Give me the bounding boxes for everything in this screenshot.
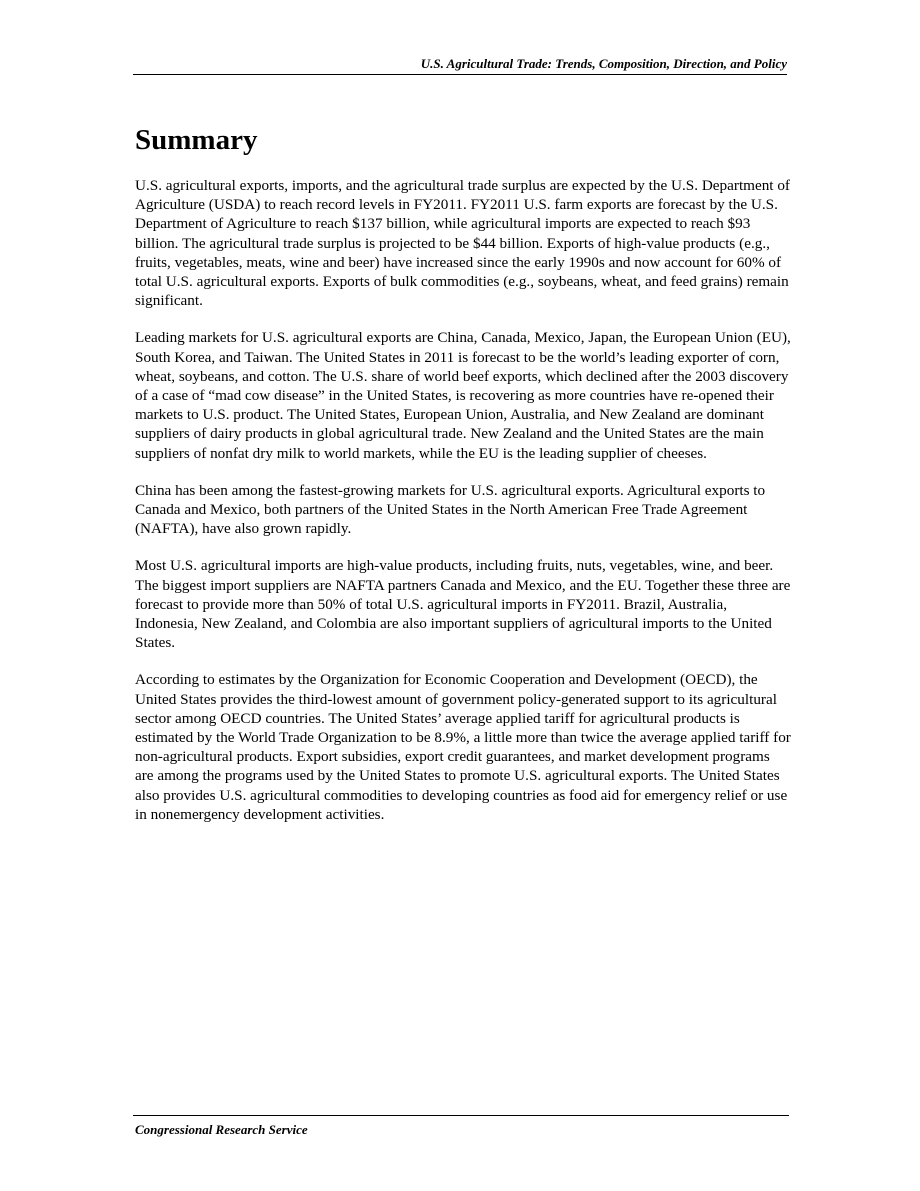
summary-paragraph-1: U.S. agricultural exports, imports, and the agricultural trade surplus are expected by the U.S. Department of Agriculture (USDA) to reach record levels in FY2011. FY2011 U.S. farm exports are forecast by the U.S. Department of Agriculture to reach $137 billion, while agricultural imports are expected to reach $93 billion. The agricultural trade surplus is projected to be $44 billion. Exports of high-value products (e.g., fruits, vegetables, meats, wine and beer) have increased since the early 1990s and now account for 60% of total U.S. agricultural exports. Exports of bulk commodities (e.g., soybeans, wheat, and feed grains) remain significant. (135, 177, 790, 310)
footer-source: Congressional Research Service (135, 1122, 308, 1137)
running-footer (133, 1115, 789, 1138)
running-header (133, 56, 787, 75)
page-title: Summary (135, 124, 258, 156)
summary-paragraph-2: Leading markets for U.S. agricultural exports are China, Canada, Mexico, Japan, the European Union (EU), South Korea, and Taiwan. The United States in 2011 is forecast to be the world’s leading exporter of corn, wheat, soybeans, and cotton. The U.S. share of world beef exports, which declined after the 2003 discovery of a case of “mad cow disease” in the United States, is recovering as more countries have re-opened their markets to U.S. product. The United States, European Union, Australia, and New Zealand are dominant suppliers of dairy products in global agricultural trade. New Zealand and the United States are the main suppliers of nonfat dry milk to world markets, while the EU is the leading supplier of cheeses. (135, 329, 791, 462)
running-header-title: U.S. Agricultural Trade: Trends, Composition, Direction, and Policy (420, 56, 787, 71)
summary-paragraph-3: China has been among the fastest-growing markets for U.S. agricultural exports. Agricultural exports to Canada and Mexico, both partners of the United States in the North American Free Trade Agreement (NAFTA), have also grown rapidly. (135, 481, 766, 538)
summary-paragraph-5: According to estimates by the Organization for Economic Cooperation and Development (OECD), the United States provides the third-lowest amount of government policy-generated support to its agricultural sector among OECD countries. The United States’ average applied tariff for agricultural products is estimated by the World Trade Organization to be 8.9%, a little more than twice the average applied tariff for non-agricultural products. Export subsidies, export credit guarantees, and market development programs are among the programs used by the United States to promote U.S. agricultural exports. The United States also provides U.S. agricultural commodities to developing countries as food aid for emergency relief or use in nonemergency development activities. (135, 671, 791, 823)
summary-body (135, 176, 791, 842)
summary-paragraph-4: Most U.S. agricultural imports are high-value products, including fruits, nuts, vegetables, wine, and beer. The biggest import suppliers are NAFTA partners Canada and Mexico, and the EU. Together these three are forecast to provide more than 50% of total U.S. agricultural imports in FY2011. Brazil, Australia, Indonesia, New Zealand, and Colombia are also important suppliers of agricultural imports to the United States. (135, 557, 791, 652)
